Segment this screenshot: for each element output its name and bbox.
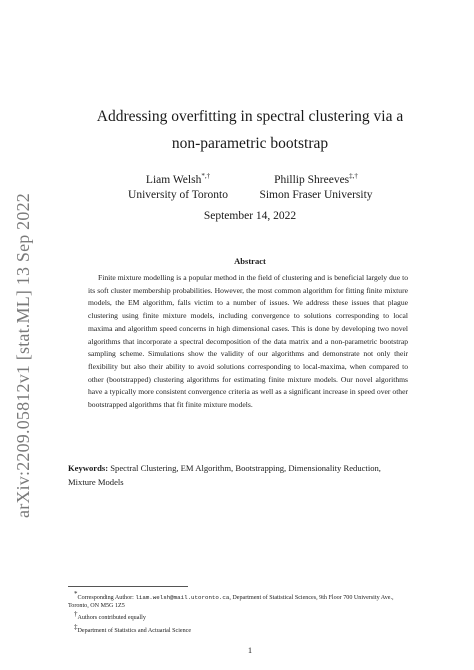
page-number: 1 [247, 645, 253, 655]
footnote-divider [68, 586, 188, 587]
paper-title-line-2: non-parametric bootstrap [171, 135, 329, 152]
footnote-mark: † [74, 610, 78, 619]
abstract-body: Finite mixture modelling is a popular method in the field of clustering and is beneficial largely due to its soft cluster membership probabilities. However, the most common algorithm for fitting finite mixture models, the EM algorithm, falls victim to a number of issues. We address these issues that plague clustering using finite mixture models, including convergence to solutions corresponding to local maxima and algorithm speed concerns in high dimensional cases. This is done by developing two novel algorithms that incorporate a spectral decomposition of the data matrix and a non-parametric bootstrap sampling scheme. Simulations show the validity of our algorithms and demonstrate not only their flexibility but also their ability to avoid solutions corresponding to local-maxima, when compared to other (bootstrapped) clustering algorithms for estimating finite mixture models. Our novel algorithms have a typically more consistent convergence criteria as well as a significant increase in speed over other bootstrapped algorithms that fit finite mixture models. [88, 273, 408, 410]
keywords-label: Keywords: [68, 463, 109, 473]
footnote-corresponding-author [68, 590, 412, 610]
footnote-text: Department of Statistics and Actuarial Science [77, 627, 192, 634]
footnote-equal-contribution [68, 610, 412, 622]
author-name: Liam Welsh [145, 173, 202, 186]
footnote-mark: * [74, 590, 78, 598]
author-footnote-marks: ‡,† [349, 172, 358, 180]
author-block-1 [118, 172, 238, 201]
author-affiliation: Simon Fraser University [259, 188, 373, 201]
author-block-2 [236, 172, 396, 201]
author-footnote-marks: *,† [201, 172, 211, 180]
author-email-link[interactable]: liam.welsh@mail.utoronto.ca [135, 594, 230, 602]
arxiv-identifier-stamp [8, 192, 38, 518]
footnote-text: Authors contributed equally [77, 615, 146, 622]
footnotes [68, 590, 412, 635]
footnote-text: , Department of Statistical Sciences, 9th Floor 700 University Ave., Toronto, ON M5G 1Z5 [68, 595, 394, 610]
paper-title-line-1: Addressing overfitting in spectral clustering via a [96, 108, 404, 125]
footnote-text: Corresponding Author: [77, 595, 136, 602]
arxiv-identifier-text: arXiv:2209.05812v1 [stat.ML] 13 Sep 2022 [12, 192, 33, 518]
keywords-list: Spectral Clustering, EM Algorithm, Bootstrapping, Dimensionality Reduction, Mixture Models [68, 463, 381, 487]
footnote-mark: ‡ [74, 622, 78, 631]
paper-date: September 14, 2022 [203, 210, 297, 222]
author-affiliation: University of Toronto [128, 188, 228, 201]
footnote-department [68, 623, 412, 635]
keywords-section [68, 461, 410, 489]
author-name: Phillip Shreeves [274, 173, 350, 186]
abstract-heading: Abstract [234, 256, 266, 266]
